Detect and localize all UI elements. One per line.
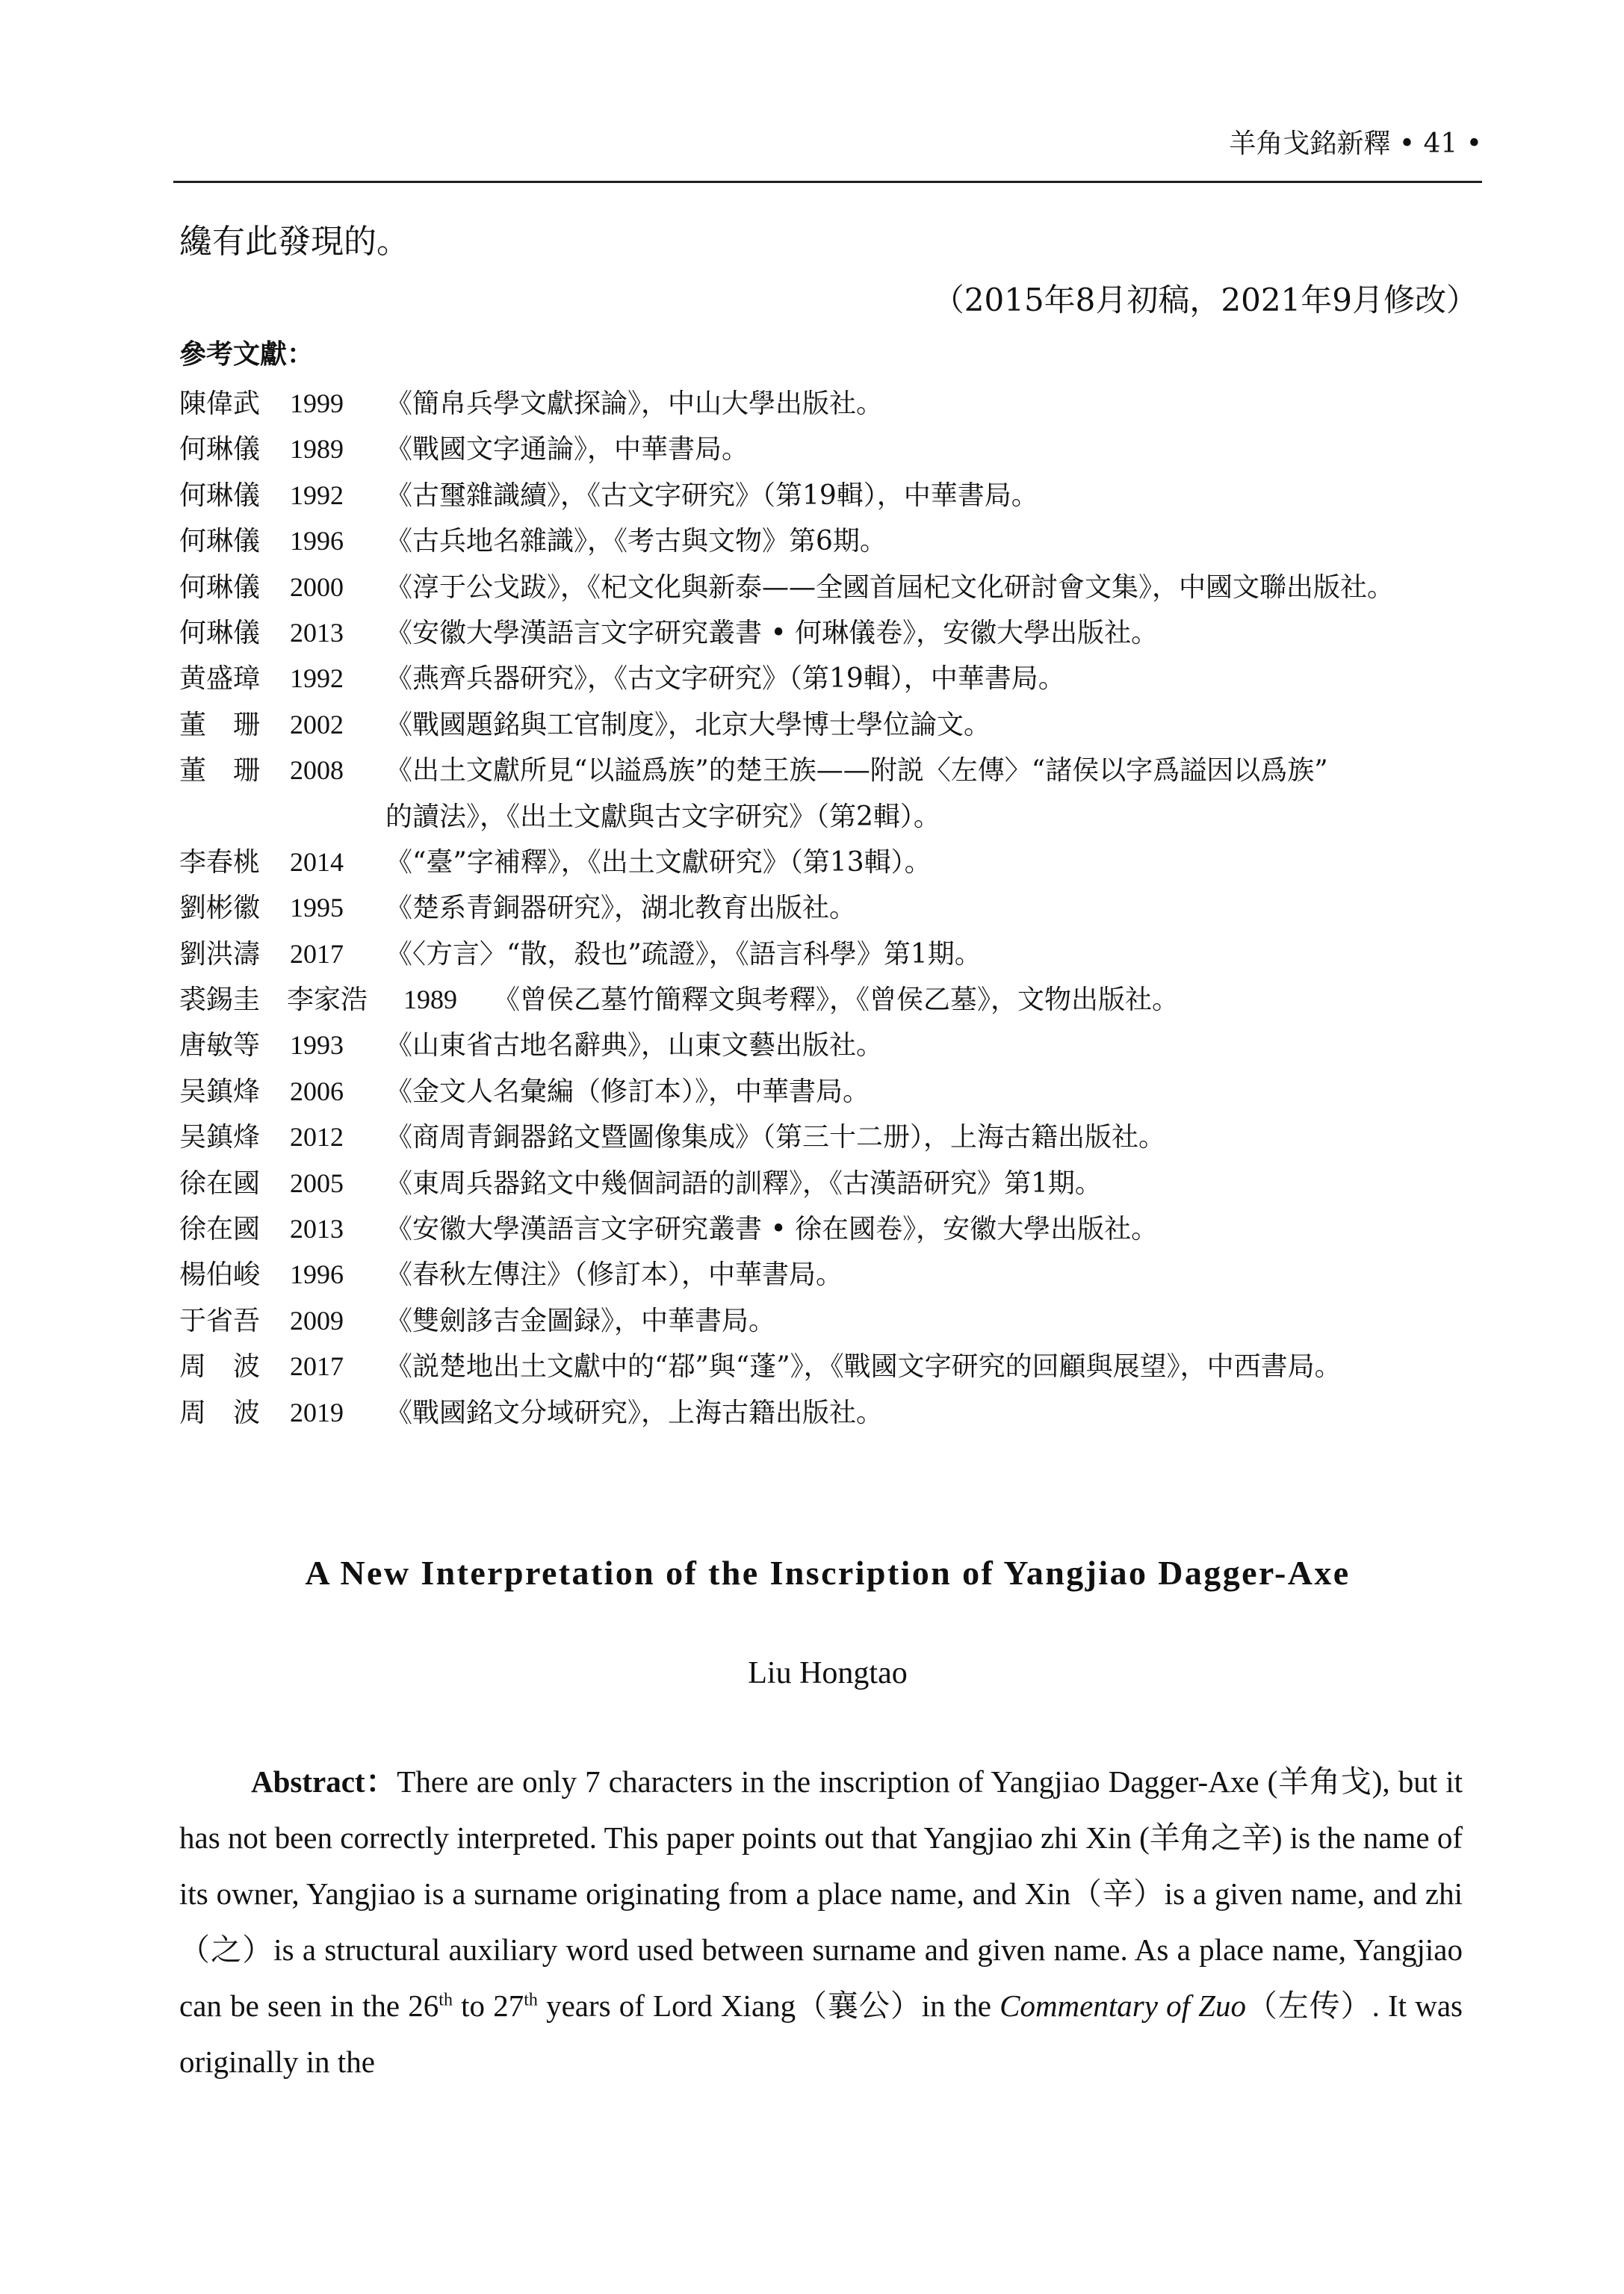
- reference-year: 2006: [290, 1076, 344, 1106]
- reference-item: [179, 885, 1509, 931]
- reference-author: 徐在國: [179, 1168, 261, 1199]
- reference-item: [179, 565, 1509, 610]
- reference-year: 1996: [290, 1259, 344, 1290]
- reference-title: 《安徽大學漢語言文字研究叢書 • 徐在國卷》，安徽大學出版社。: [385, 1214, 1159, 1245]
- reference-year: 2012: [290, 1122, 344, 1153]
- reference-author: 劉洪濤: [179, 938, 261, 970]
- reference-item: [179, 702, 1509, 748]
- reference-item: [179, 1298, 1509, 1344]
- reference-item: [179, 610, 1509, 656]
- reference-item: [179, 656, 1509, 701]
- running-header: 羊角戈銘新釋 • 41 •: [1229, 128, 1482, 159]
- abstract: [179, 1754, 1463, 2090]
- reference-author: 董 珊: [179, 709, 261, 740]
- reference-title: 《戰國文字通論》，中華書局。: [385, 434, 749, 465]
- reference-title: 《“臺”字補釋》，《出土文獻研究》（第13輯）。: [385, 846, 932, 878]
- reference-year: 2008: [290, 755, 344, 786]
- reference-item: [179, 840, 1509, 885]
- reference-year: 1989: [403, 985, 457, 1015]
- reference-year: 1993: [290, 1030, 344, 1061]
- reference-year: 2002: [290, 709, 344, 740]
- reference-year: 1992: [290, 663, 344, 694]
- reference-author: 吴鎮烽: [179, 1076, 261, 1107]
- reference-author: 吴鎮烽: [179, 1122, 261, 1153]
- reference-title: 《〈方言〉“散，殺也”疏證》，《語言科學》第1期。: [385, 938, 982, 970]
- reference-author: 唐敏等: [179, 1030, 261, 1061]
- continuation-text: 纔有此發現的。: [179, 223, 409, 261]
- date-note: （2015年8月初稿，2021年9月修改）: [932, 282, 1478, 318]
- reference-year: 2017: [290, 1351, 344, 1382]
- references-heading: 參考文獻：: [179, 338, 314, 370]
- reference-item: [179, 473, 1509, 518]
- reference-title: 《楚系青銅器研究》，湖北教育出版社。: [385, 893, 857, 924]
- header-rule: [173, 181, 1482, 183]
- reference-item: [179, 427, 1509, 472]
- reference-author: 黄盛璋: [179, 663, 261, 695]
- reference-item: [179, 1023, 1509, 1068]
- reference-item: [179, 1115, 1509, 1160]
- reference-title: 《淳于公戈跋》，《杞文化與新泰——全國首屆杞文化研討會文集》，中國文聯出版社。: [385, 571, 1395, 603]
- reference-year: 2019: [290, 1397, 344, 1427]
- reference-year: 2013: [290, 1214, 344, 1244]
- reference-year: 1995: [290, 893, 344, 923]
- reference-item: [179, 1252, 1509, 1298]
- reference-title: 《安徽大學漢語言文字研究叢書 • 何琳儀卷》，安徽大學出版社。: [385, 617, 1159, 648]
- english-title: A New Interpretation of the Inscription of Yangjiao Dagger-Axe: [305, 1554, 1351, 1592]
- reference-title: 《説楚地出土文獻中的“鄀”與“蓬”》，《戰國文字研究的回顧與展望》，中西書局。: [385, 1351, 1342, 1383]
- reference-list: [179, 381, 1509, 1436]
- reference-item: [179, 381, 1509, 427]
- reference-author: 陳偉武: [179, 388, 261, 419]
- reference-year: 2014: [290, 846, 344, 877]
- english-author: Liu Hongtao: [748, 1656, 908, 1690]
- reference-title: 《燕齊兵器研究》，《古文字研究》（第19輯），中華書局。: [385, 663, 1065, 695]
- reference-author: 何琳儀: [179, 617, 261, 648]
- reference-item: [179, 1161, 1509, 1206]
- abstract-text: （左传）. It was originally in the: [179, 1988, 1463, 2079]
- reference-item: [179, 518, 1509, 564]
- abstract-text: There are only 7 characters in the inscription of Yangjiao Dagger-Axe (羊角戈), but it has not been correctly interpreted. This paper points out that Yangjiao zhi Xin (羊角之辛) is the name of its owner, Yangjiao is a surname originating from a place name, and Xin（辛）is a given name, and zhi（之）is a structural auxiliary word used between surname and given name. As a place name, Yangjiao can be seen in the 26: [179, 1764, 1463, 2023]
- reference-title: 《古璽雜識續》，《古文字研究》（第19輯），中華書局。: [385, 480, 1038, 511]
- reference-item: [179, 1206, 1509, 1252]
- reference-author: 何琳儀: [179, 571, 261, 603]
- reference-year: 1989: [290, 434, 344, 465]
- abstract-text: to 27: [452, 1988, 524, 2023]
- reference-title: 《曾侯乙墓竹簡釋文與考釋》，《曾侯乙墓》，文物出版社。: [493, 985, 1180, 1016]
- reference-author: 何琳儀: [179, 434, 261, 465]
- abstract-text: years of Lord Xiang（襄公）in the: [537, 1988, 1000, 2023]
- reference-year: 1992: [290, 480, 344, 510]
- reference-author: 董 珊: [179, 755, 261, 787]
- reference-author: 裘錫圭 李家浩: [179, 985, 368, 1016]
- reference-title: 《戰國銘文分域研究》，上海古籍出版社。: [385, 1397, 884, 1428]
- reference-author: 李春桃: [179, 846, 261, 878]
- reference-item: [179, 748, 1509, 840]
- reference-title: 《山東省古地名辭典》，山東文藝出版社。: [385, 1030, 884, 1061]
- reference-year: 1999: [290, 388, 344, 418]
- reference-title: 《春秋左傳注》（修訂本），中華書局。: [385, 1259, 843, 1291]
- reference-title-continuation: 的讀法》，《出土文獻與古文字研究》（第2輯）。: [385, 801, 940, 832]
- reference-title: 《戰國題銘與工官制度》，北京大學博士學位論文。: [385, 709, 991, 740]
- abstract-paragraph: [179, 1754, 1463, 2090]
- reference-author: 何琳儀: [179, 480, 261, 511]
- reference-item: [179, 1069, 1509, 1115]
- reference-author: 徐在國: [179, 1214, 261, 1245]
- reference-year: 2005: [290, 1168, 344, 1198]
- reference-item: [179, 1390, 1509, 1436]
- ordinal-suffix: th: [524, 1990, 538, 2010]
- reference-title: 《古兵地名雜識》，《考古與文物》第6期。: [385, 526, 887, 557]
- reference-item: [179, 1344, 1509, 1389]
- reference-item: [179, 931, 1509, 977]
- reference-year: 2013: [290, 617, 344, 648]
- reference-author: 周 波: [179, 1351, 261, 1383]
- reference-year: 2000: [290, 571, 344, 602]
- reference-year: 2009: [290, 1305, 344, 1336]
- abstract-italic-title: Commentary of Zuo: [999, 1988, 1246, 2023]
- reference-title: 《金文人名彙編（修訂本）》，中華書局。: [385, 1076, 870, 1107]
- reference-year: 2017: [290, 938, 344, 969]
- reference-author: 劉彬徽: [179, 893, 261, 924]
- reference-title: 《簡帛兵學文獻探論》，中山大學出版社。: [385, 388, 884, 419]
- reference-item: [179, 977, 1509, 1023]
- reference-author: 楊伯峻: [179, 1259, 261, 1291]
- reference-author: 周 波: [179, 1397, 261, 1428]
- reference-title: 《東周兵器銘文中幾個詞語的訓釋》，《古漢語研究》第1期。: [385, 1168, 1102, 1199]
- reference-title: 《商周青銅器銘文暨圖像集成》（第三十二册），上海古籍出版社。: [385, 1122, 1166, 1153]
- ordinal-suffix: th: [438, 1990, 453, 2010]
- abstract-label: Abstract：: [251, 1764, 397, 1799]
- reference-author: 何琳儀: [179, 526, 261, 557]
- reference-year: 1996: [290, 526, 344, 557]
- reference-title: 《出土文獻所見“以謚爲族”的楚王族——附説〈左傳〉“諸侯以字爲謚因以爲族”: [385, 755, 1328, 787]
- reference-title: 《雙劍誃吉金圖録》，中華書局。: [385, 1305, 776, 1336]
- reference-author: 于省吾: [179, 1305, 261, 1336]
